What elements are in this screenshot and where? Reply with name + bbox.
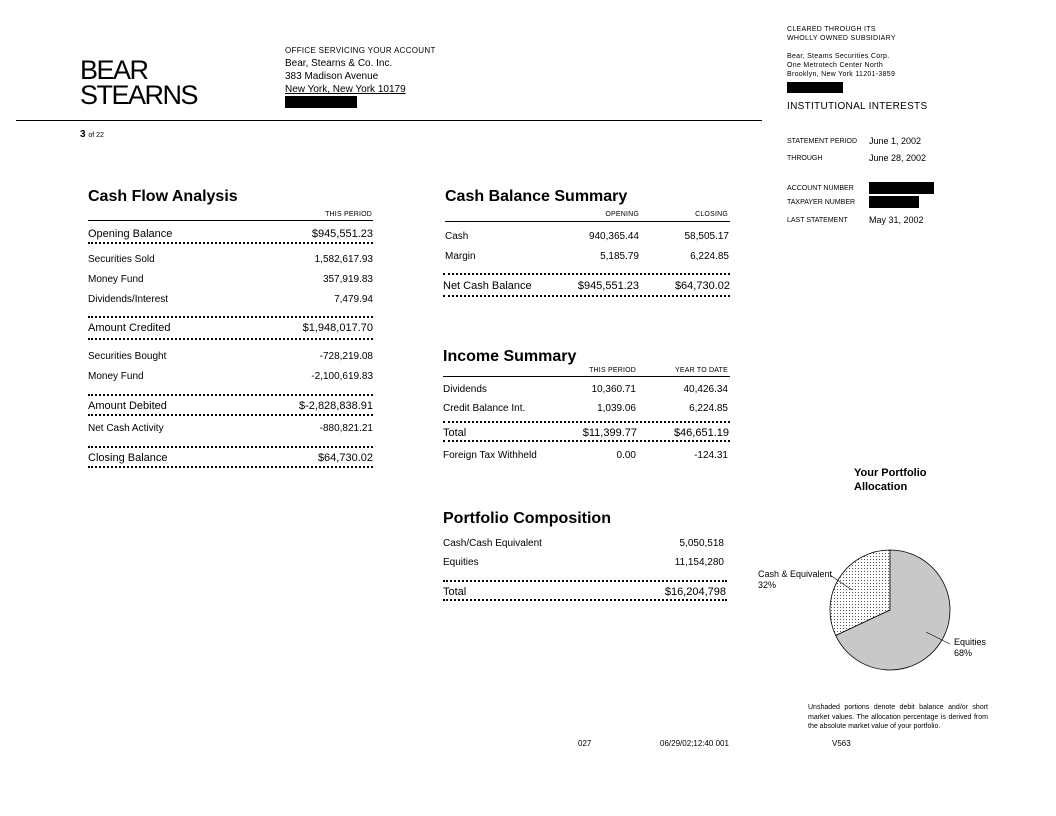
income-summary-title: Income Summary	[443, 348, 577, 365]
footer-timestamp: 06/29/02;12:40 001	[660, 739, 729, 748]
equities-slice-pct: 68%	[954, 648, 973, 658]
equities-slice-label	[954, 637, 986, 659]
logo-line-2: STEARNS	[80, 80, 198, 110]
equities-slice-name: Equities	[954, 637, 987, 647]
bear-stearns-logo	[80, 55, 198, 110]
clearing-city: Brooklyn, New York 11201-3859	[787, 71, 896, 78]
dividends-period-value: 10,360.71	[591, 384, 636, 395]
cash-flow-col-header: THIS PERIOD	[325, 211, 372, 218]
cash-slice-name: Cash & Equivalent	[758, 569, 833, 579]
dividends-interest-label: Dividends/Interest	[88, 294, 169, 305]
last-statement-value: May 31, 2002	[869, 215, 924, 225]
foreign-tax-label: Foreign Tax Withheld	[443, 450, 537, 461]
securities-bought-value: -728,219.08	[319, 351, 373, 362]
cash-row-label: Cash	[445, 231, 469, 242]
divider	[443, 295, 730, 297]
cash-slice-label	[758, 569, 832, 591]
clearing-line-1: CLEARED THROUGH ITS	[787, 26, 876, 33]
divider	[443, 599, 727, 601]
allocation-footnote: Unshaded portions denote debit balance and/or short market values. The allocation percentage is derived from the absolute market value of your portfolio.	[808, 704, 988, 730]
logo-line-1: BEAR	[80, 55, 148, 85]
cash-closing-value: 58,505.17	[684, 231, 729, 242]
equities-label: Equities	[443, 557, 479, 568]
allocation-title	[854, 466, 927, 494]
opening-balance-value: $945,551.23	[311, 228, 373, 240]
closing-balance-value: $64,730.02	[317, 452, 373, 464]
taxpayer-number-label: TAXPAYER NUMBER	[787, 199, 856, 206]
credit-balance-int-ytd-value: 6,224.85	[689, 403, 728, 414]
opening-col-header: OPENING	[605, 211, 639, 218]
portfolio-total-label: Total	[443, 586, 467, 598]
divider	[443, 440, 730, 442]
divider	[88, 242, 373, 244]
securities-sold-label: Securities Sold	[88, 254, 155, 265]
office-title: OFFICE SERVICING YOUR ACCOUNT	[285, 46, 436, 55]
income-total-label: Total	[443, 427, 467, 439]
divider	[88, 446, 373, 448]
statement-period-value: June 1, 2002	[869, 136, 922, 146]
money-fund-in-label: Money Fund	[88, 274, 144, 285]
cash-balance-title: Cash Balance Summary	[445, 188, 628, 205]
footer-version: V563	[832, 739, 851, 748]
statement-period-label: STATEMENT PERIOD	[787, 138, 858, 145]
closing-col-header: CLOSING	[695, 211, 728, 218]
amount-credited-label: Amount Credited	[88, 322, 171, 334]
office-name: Bear, Stearns & Co. Inc.	[285, 58, 393, 69]
amount-credited-value: $1,948,017.70	[302, 322, 373, 334]
footer-code: 027	[578, 739, 592, 748]
through-value: June 28, 2002	[869, 153, 927, 163]
cash-slice-pct: 32%	[758, 580, 777, 590]
portfolio-total-value: $16,204,798	[664, 586, 726, 598]
divider	[88, 338, 373, 340]
money-fund-in-value: 357,919.83	[322, 274, 373, 285]
divider	[443, 421, 730, 423]
divider	[88, 220, 373, 221]
divider	[445, 221, 730, 222]
divider	[443, 376, 730, 377]
amount-debited-label: Amount Debited	[88, 400, 167, 412]
clearing-block	[787, 25, 927, 111]
cash-flow-title: Cash Flow Analysis	[88, 188, 238, 205]
securities-bought-label: Securities Bought	[88, 351, 167, 362]
net-cash-activity-label: Net Cash Activity	[88, 423, 164, 434]
clearing-line-2: WHOLLY OWNED SUBSIDIARY	[787, 35, 896, 42]
page-of-label: of 22	[88, 132, 104, 139]
allocation-title-line-2: Allocation	[854, 481, 908, 493]
this-period-col-header: THIS PERIOD	[589, 367, 636, 374]
page-indicator	[80, 129, 104, 140]
office-address-block	[285, 44, 436, 108]
money-fund-out-value: -2,100,619.83	[311, 371, 373, 382]
dividends-ytd-value: 40,426.34	[683, 384, 728, 395]
margin-closing-value: 6,224.85	[690, 251, 729, 262]
amount-debited-value: $-2,828,838.91	[298, 400, 373, 412]
divider	[88, 316, 373, 318]
credit-balance-int-period-value: 1,039.06	[597, 403, 636, 414]
last-statement-label: LAST STATEMENT	[787, 217, 848, 224]
divider	[443, 273, 730, 275]
foreign-tax-period-value: 0.00	[616, 450, 636, 461]
redaction-bar	[787, 82, 843, 93]
foreign-tax-ytd-value: -124.31	[694, 450, 728, 461]
account-number-label: ACCOUNT NUMBER	[787, 185, 854, 192]
allocation-pie-chart	[740, 540, 1000, 690]
divider	[88, 394, 373, 396]
cash-opening-value: 940,365.44	[588, 231, 639, 242]
credit-balance-int-label: Credit Balance Int.	[443, 403, 526, 414]
redaction-bar	[285, 96, 357, 108]
income-total-ytd-value: $46,651.19	[673, 427, 729, 439]
portfolio-composition-title: Portfolio Composition	[443, 510, 611, 527]
cash-equivalent-label: Cash/Cash Equivalent	[443, 538, 542, 549]
account-type: INSTITUTIONAL INTERESTS	[787, 101, 928, 112]
year-to-date-col-header: YEAR TO DATE	[675, 367, 728, 374]
closing-balance-label: Closing Balance	[88, 452, 168, 464]
clearing-street: One Metrotech Center North	[787, 62, 884, 69]
margin-opening-value: 5,185.79	[600, 251, 639, 262]
net-cash-opening-value: $945,551.23	[577, 280, 639, 292]
allocation-title-line-1: Your Portfolio	[854, 467, 927, 479]
net-cash-balance-label: Net Cash Balance	[443, 280, 532, 292]
securities-sold-value: 1,582,617.93	[314, 254, 373, 265]
money-fund-out-label: Money Fund	[88, 371, 144, 382]
net-cash-activity-value: -880,821.21	[319, 423, 373, 434]
office-city: New York, New York 10179	[285, 84, 406, 95]
margin-row-label: Margin	[445, 251, 476, 262]
dividends-label: Dividends	[443, 384, 487, 395]
redaction-bar	[869, 182, 934, 194]
header-rule	[16, 120, 762, 121]
equities-value: 11,154,280	[674, 557, 724, 568]
net-cash-closing-value: $64,730.02	[674, 280, 730, 292]
page-number: 3	[80, 129, 86, 140]
dividends-interest-value: 7,479.94	[334, 294, 373, 305]
clearing-firm: Bear, Steams Securities Corp.	[787, 53, 890, 60]
divider	[88, 414, 373, 416]
opening-balance-label: Opening Balance	[88, 228, 173, 240]
through-label: THROUGH	[787, 155, 823, 162]
office-street: 383 Madison Avenue	[285, 71, 379, 82]
divider	[443, 580, 727, 582]
divider	[88, 466, 373, 468]
cash-equivalent-value: 5,050,518	[679, 538, 724, 549]
redaction-bar	[869, 196, 919, 208]
income-total-period-value: $11,399.77	[582, 427, 637, 439]
